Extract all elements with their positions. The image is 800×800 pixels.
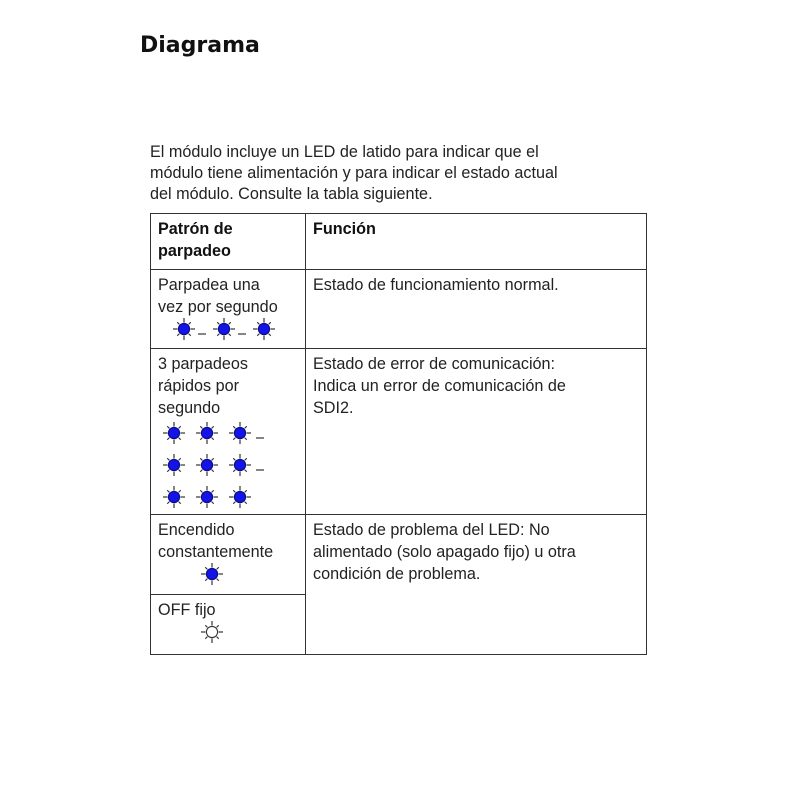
function-line: alimentado (solo apagado fijo) u otra [313,543,576,561]
table-row [151,349,647,515]
led-three-fast-blinks-icon [158,486,298,508]
led-on-icon [163,454,185,476]
led-off-icon [201,621,223,643]
function-line: SDI2. [313,399,354,417]
pattern-line: Encendido [158,521,235,539]
page-heading: Diagrama [140,33,260,58]
function-line: Indica un error de comunicación de [313,377,566,395]
led-three-fast-blinks-icon [158,454,298,476]
function-line: Estado de error de comunicación: [313,355,556,373]
intro-paragraph [150,142,650,205]
pattern-cell [151,515,306,595]
pattern-cell [151,270,306,349]
pattern-line: 3 parpadeos [158,355,249,373]
led-on-icon [163,422,185,444]
led-blink-once-per-second-icon [158,318,298,338]
led-on-icon [229,422,251,444]
header-pattern [151,214,306,270]
pattern-line: vez por segundo [158,298,278,316]
function-cell [306,515,647,655]
header-pattern-line: Patrón de [158,220,233,238]
led-steady-on-icon [158,563,298,583]
header-pattern-line: parpadeo [158,242,231,260]
table-row [151,515,647,595]
led-on-icon [196,422,218,444]
intro-line: módulo tiene alimentación y para indicar el estado actual [150,164,558,182]
pattern-line: segundo [158,399,221,417]
led-on-icon [196,454,218,476]
function-cell [306,349,647,515]
led-on-icon [196,486,218,508]
pattern-line: Parpadea una [158,276,260,294]
led-on-icon [229,486,251,508]
led-on-icon [253,318,275,340]
pattern-line: rápidos por [158,377,239,395]
table-row [151,270,647,349]
led-pattern-table [150,213,647,655]
table-header-row [151,214,647,270]
led-on-icon [213,318,235,340]
function-line: Estado de funcionamiento normal. [313,276,559,294]
intro-line: del módulo. Consulte la tabla siguiente. [150,185,433,203]
pattern-cell [151,595,306,655]
function-cell [306,270,647,349]
function-line: condición de problema. [313,565,481,583]
led-on-icon [201,563,223,585]
pattern-line: OFF fijo [158,601,216,619]
function-line: Estado de problema del LED: No [313,521,550,539]
header-function: Función [306,214,647,270]
led-on-icon [163,486,185,508]
pattern-cell [151,349,306,515]
intro-line: El módulo incluye un LED de latido para indicar que el [150,143,539,161]
led-three-fast-blinks-icon [158,422,298,444]
led-on-icon [229,454,251,476]
pattern-line: constantemente [158,543,274,561]
led-on-icon [173,318,195,340]
led-steady-off-icon [158,621,298,641]
